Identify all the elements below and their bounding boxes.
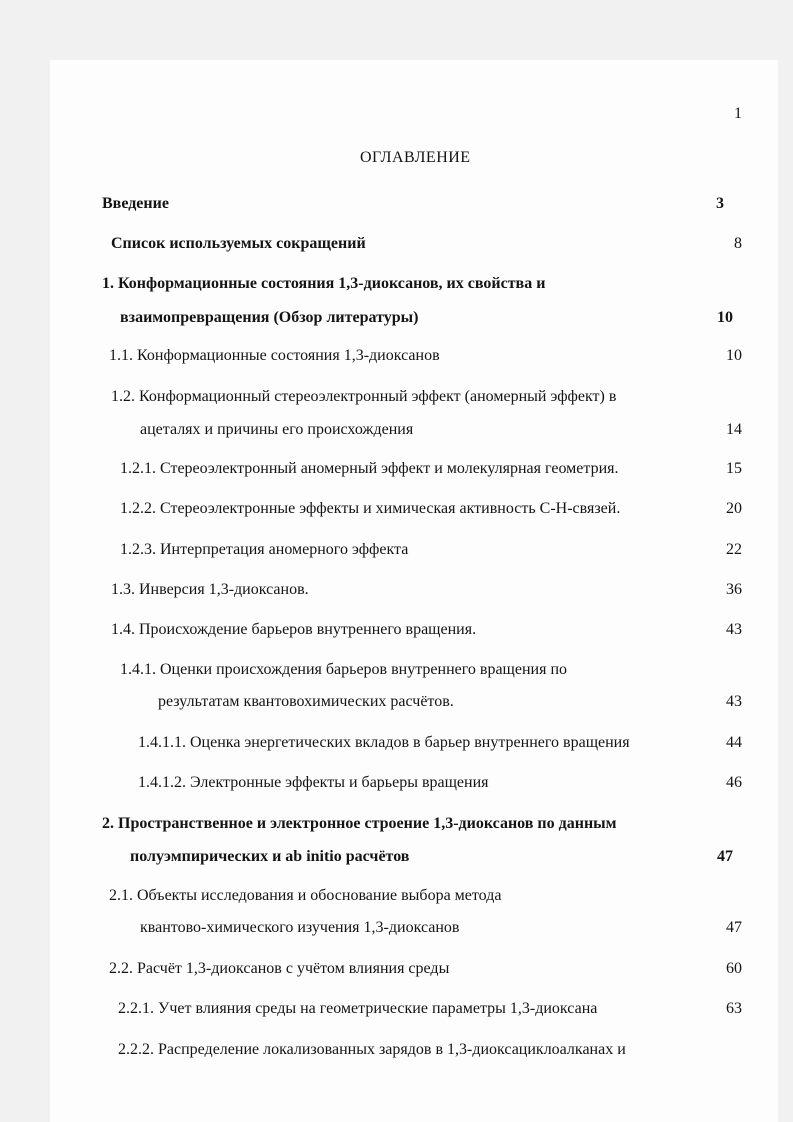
toc-entry-title-cont[interactable]: результатам квантовохимических расчётов. [158,693,454,710]
toc-entry-title[interactable]: 2.2.1. Учет влияния среды на геометрические параметры 1,3-диоксана [118,1000,598,1017]
page-number: 1 [734,105,742,122]
toc-entry-page: 43 [726,693,742,710]
toc-entry-page: 14 [726,421,742,438]
toc-entry-page: 10 [717,309,733,326]
toc-entry-page: 44 [726,734,742,751]
toc-entry-page: 22 [726,541,742,558]
toc-entry-page: 63 [726,1000,742,1017]
toc-entry-title[interactable]: 2.1. Объекты исследования и обоснование выбора метода [109,887,502,904]
toc-entry-title-cont[interactable]: квантово-химического изучения 1,3-диоксанов [140,919,460,936]
toc-entry-title[interactable]: 2.2.2. Распределение локализованных зарядов в 1,3-диоксациклоалканах и [118,1041,626,1058]
toc-entry-title[interactable]: 1.1. Конформационные состояния 1,3-диоксанов [109,347,440,364]
toc-entry-title[interactable]: 1.2.3. Интерпретация аномерного эффекта [120,541,409,558]
toc-entry-page: 10 [726,347,742,364]
toc-entry-title[interactable]: 1.4.1.2. Электронные эффекты и барьеры вращения [138,774,489,791]
toc-entry-page: 47 [717,848,733,865]
toc-entry-title[interactable]: 1.3. Инверсия 1,3-диоксанов. [111,581,309,598]
toc-entry-title[interactable]: Введение [102,195,169,212]
toc-entry-title[interactable]: Список используемых сокращений [111,235,366,252]
toc-entry-page: 8 [734,235,742,252]
toc-heading: ОГЛАВЛЕНИЕ [360,149,471,166]
toc-entry-title[interactable]: 1.4.1. Оценки происхождения барьеров внутреннего вращения по [120,661,568,678]
toc-entry-page: 60 [726,960,742,977]
toc-entry-title-cont[interactable]: взаимопревращения (Обзор литературы) [120,309,419,326]
toc-entry-title[interactable]: 1.2.2. Стереоэлектронные эффекты и химическая активность С-Н-связей. [120,500,621,517]
toc-entry-page: 47 [726,919,742,936]
toc-entry-page: 15 [726,460,742,477]
toc-entry-title-cont[interactable]: ацеталях и причины его происхождения [140,421,414,438]
toc-entry-title[interactable]: 1.2. Конформационный стереоэлектронный эффект (аномерный эффект) в [111,388,617,405]
toc-entry-page: 46 [726,774,742,791]
toc-entry-page: 3 [716,195,724,212]
toc-entry-title[interactable]: 1.4. Происхождение барьеров внутреннего вращения. [111,621,477,638]
toc-entry-title[interactable]: 2.2. Расчёт 1,3-диоксанов с учётом влияния среды [109,960,450,977]
toc-entry-title[interactable]: 1.4.1.1. Оценка энергетических вкладов в барьер внутреннего вращения [138,734,630,751]
toc-entry-title[interactable]: 1.2.1. Стереоэлектронный аномерный эффект и молекулярная геометрия. [120,460,619,477]
toc-entry-page: 20 [726,500,742,517]
toc-entry-page: 43 [726,621,742,638]
toc-entry-title[interactable]: 1. Конформационные состояния 1,3-диоксанов, их свойства и [102,275,546,292]
toc-entry-page: 36 [726,581,742,598]
toc-entry-title-cont[interactable]: полуэмпирических и ab initio расчётов [130,848,410,865]
toc-entry-title[interactable]: 2. Пространственное и электронное строение 1,3-диоксанов по данным [102,815,617,832]
